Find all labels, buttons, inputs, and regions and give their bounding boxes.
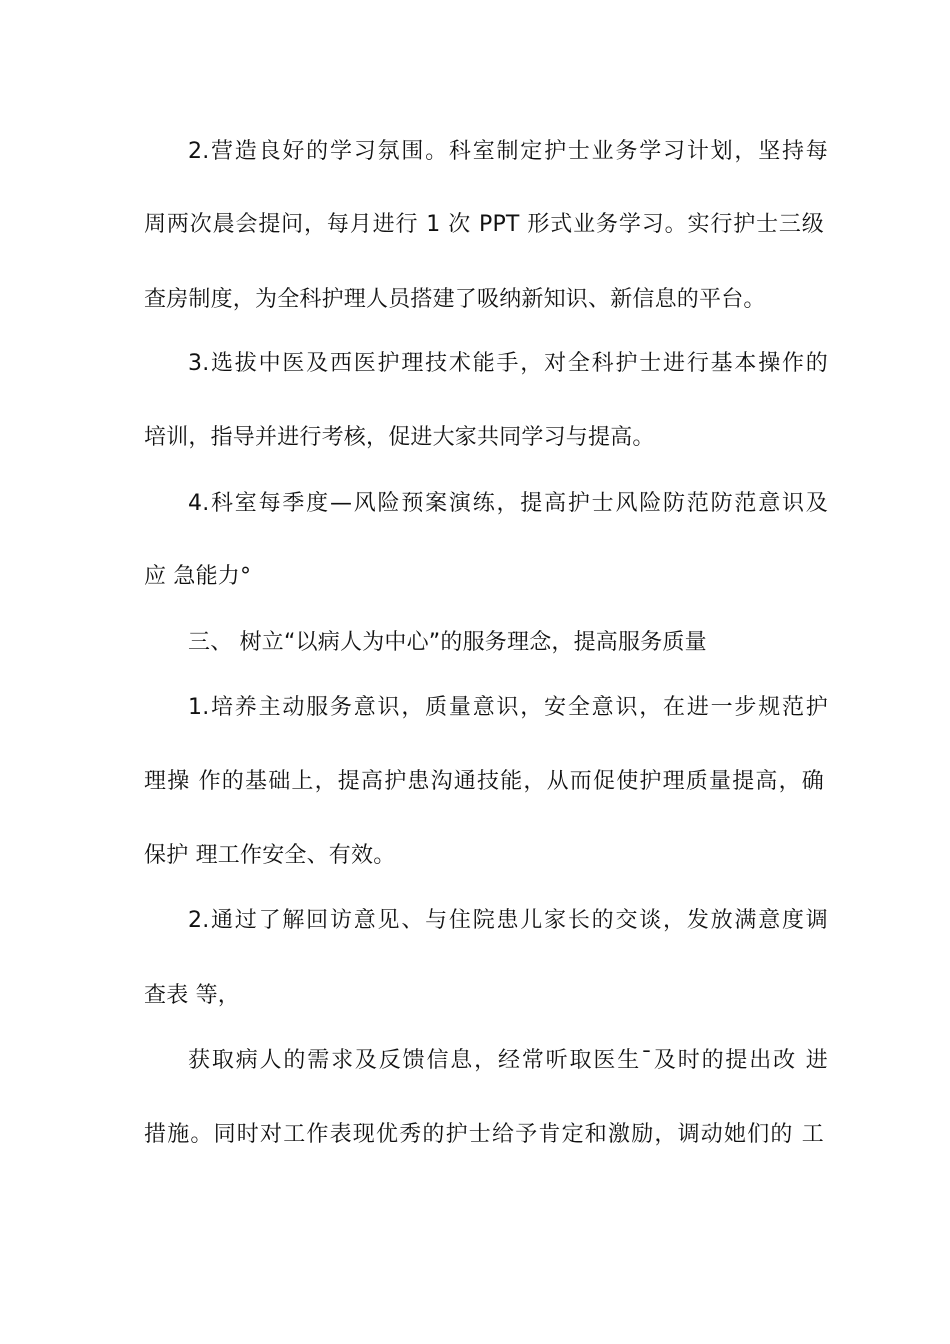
paragraph-line: 4.科室每季度—风险预案演练，提高护士风险防范防范意识及 (188, 491, 828, 516)
paragraph-line: 保护 理工作安全、有效。 (144, 843, 396, 868)
paragraph-line: 获取病人的需求及反馈信息，经常听取医生¯及时的提出改 进 (188, 1048, 828, 1073)
paragraph-line: 周两次晨会提问，每月进行 1 次 PPT 形式业务学习。实行护士三级 (144, 212, 824, 237)
paragraph-line: 2.通过了解回访意见、与住院患儿家长的交谈，发放满意度调 (188, 908, 828, 933)
paragraph-line: 2.营造良好的学习氛围。科室制定护士业务学习计划，坚持每 (188, 139, 828, 164)
section-heading: 三、 树立“以病人为中心”的服务理念，提高服务质量 (188, 630, 707, 655)
paragraph-line: 应 急能力° (144, 564, 252, 589)
paragraph-line: 理操 作的基础上，提高护患沟通技能，从而促使护理质量提高，确 (144, 769, 824, 794)
paragraph-line: 措施。同时对工作表现优秀的护士给予肯定和激励，调动她们的 工 (144, 1122, 824, 1147)
paragraph-line: 查表 等， (144, 983, 240, 1008)
paragraph-line: 查房制度，为全科护理人员搭建了吸纳新知识、新信息的平台。 (144, 287, 766, 312)
paragraph-line: 培训，指导并进行考核，促进大家共同学习与提高。 (144, 425, 655, 450)
paragraph-line: 3.选拔中医及西医护理技术能手，对全科护士进行基本操作的 (188, 351, 828, 376)
paragraph-line: 1.培养主动服务意识，质量意识，安全意识，在进一步规范护 (188, 695, 828, 720)
